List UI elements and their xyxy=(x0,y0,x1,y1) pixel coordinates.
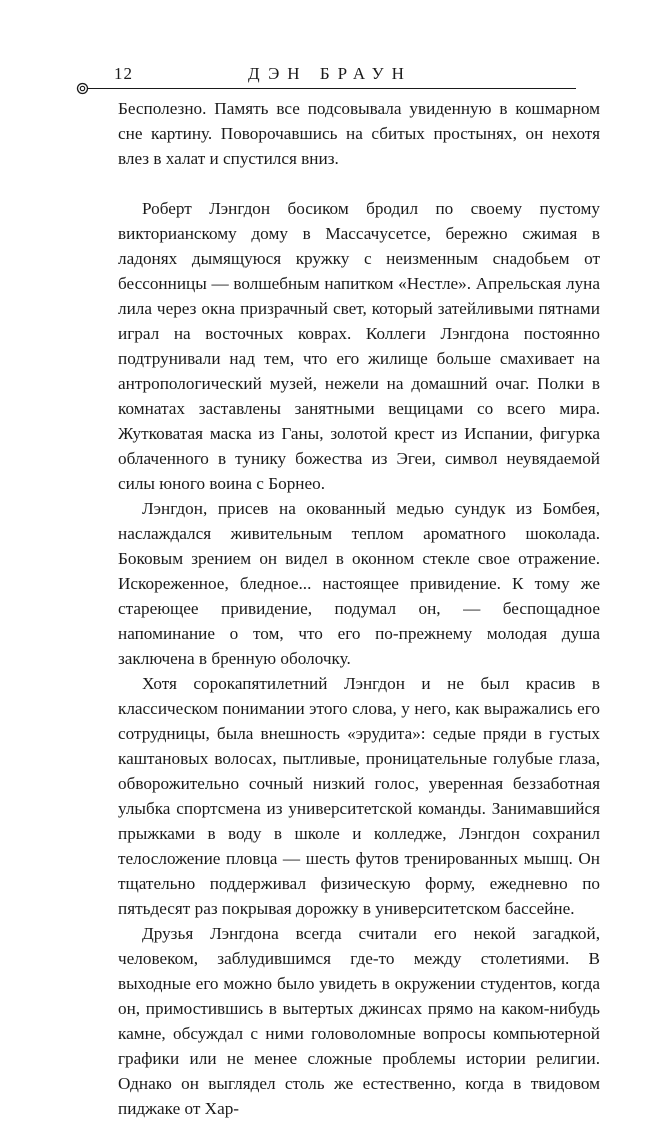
running-header xyxy=(76,62,576,98)
page-number: 12 xyxy=(114,64,133,83)
running-title: ДЭН БРАУН xyxy=(248,64,412,83)
paragraph: Друзья Лэнгдона всегда считали его некой загадкой, человеком, заблудившимся где-то между столетиями. В выходные его можно было увидеть в окружении студентов, когда он, примостившись в вытертых джинсах прямо на каком-нибудь камне, обсуждал с ними головоломные вопросы компьютерной графики или не менее сложные проблемы истории религии. Однако он выглядел столь же естественно, когда в твидовом пиджаке от Хар- xyxy=(118,924,600,1118)
paragraph: Лэнгдон, присев на окованный медью сундук из Бомбея, наслаждался живительным теплом ароматного шоколада. Боковым зрением он видел в оконном стекле свое отражение. Искореженное, бледное... настоящее привидение. К тому же стареющее привидение, подумал он, — беспощадное напоминание о том, что его по-прежнему молодая душа заключена в бренную оболочку. xyxy=(118,499,600,668)
page-body xyxy=(118,96,600,1121)
paragraph: Роберт Лэнгдон босиком бродил по своему пустому викторианскому дому в Массачусетсе, бережно сжимая в ладонях дымящуюся кружку с неизменным снадобьем от бессонницы — волшебным напитком «Нестле». Апрельская луна лила через окна призрачный свет, который затейливыми пятнами играл на восточных коврах. Коллеги Лэнгдона постоянно подтрунивали над тем, что его жилище больше смахивает на антропологический музей, нежели на домашний очаг. Полки в комнатах заставлены занятными вещицами со всего мира. Жутковатая маска из Ганы, золотой крест из Испании, фигурка облаченного в тунику божества из Эгеи, символ неувядаемой силы юного воина с Борнео. xyxy=(118,199,600,493)
paragraph: Бесполезно. Память все подсовывала увиденную в кошмарном сне картину. Поворочавшись на сбитых простынях, он нехотя влез в халат и спустился вниз. xyxy=(118,99,600,168)
header-rule xyxy=(88,88,576,89)
paragraph: Хотя сорокапятилетний Лэнгдон и не был красив в классическом понимании этого слова, у него, как выражались его сотрудницы, была внешность «эрудита»: седые пряди в густых каштановых волосах, пытливые, проницательные голубые глаза, обворожительно сочный низкий голос, уверенная беззаботная улыбка спортсмена из университетской команды. Занимавшийся прыжками в воду в школе и колледже, Лэнгдон сохранил телосложение пловца — шесть футов тренированных мышц. Он тщательно поддерживал физическую форму, ежедневно по пятьдесят раз покрывая дорожку в университетском бассейне. xyxy=(118,674,600,918)
